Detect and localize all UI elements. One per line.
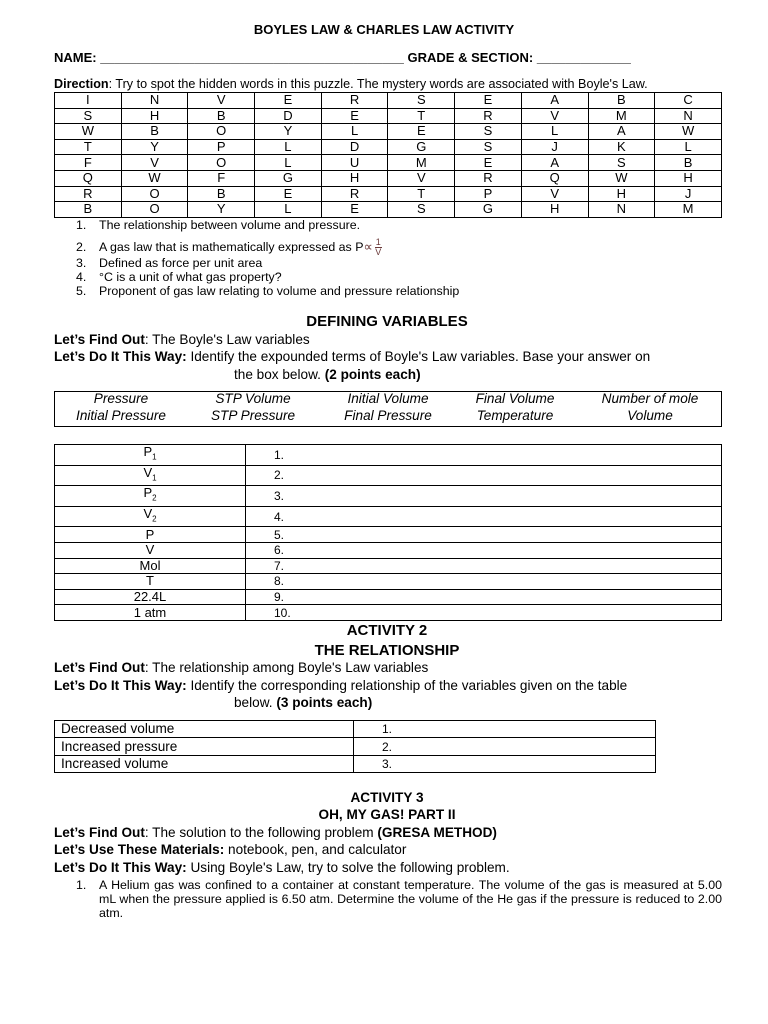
grid-letter: E <box>455 155 522 171</box>
grid-letter: E <box>255 93 322 109</box>
grid-letter: V <box>521 186 588 202</box>
grid-letter: Y <box>255 124 322 140</box>
grid-letter: E <box>321 108 388 124</box>
grid-letter: W <box>588 170 655 186</box>
variable-row <box>55 527 722 543</box>
variable-symbol: 22.4L <box>55 589 246 605</box>
answer-blank[interactable]: 5. <box>246 527 722 543</box>
relationship-row <box>55 738 656 755</box>
grid-letter: P <box>455 186 522 202</box>
answer-blank[interactable]: 10. <box>246 605 722 621</box>
relationship-label: Increased volume <box>55 755 354 772</box>
problem-text: A Helium gas was confined to a container at constant temperature. The volume of the gas is measured at 5.00 mL when the pressure applied is 6.50 atm. Determine the volume of the He gas if the pressure is reduced to 2.00 atm. <box>99 878 722 920</box>
grid-letter: M <box>388 155 455 171</box>
term-choice: Initial Pressure <box>76 408 166 423</box>
grid-letter: G <box>388 139 455 155</box>
grid-row <box>55 108 722 124</box>
variable-row <box>55 589 722 605</box>
answer-blank[interactable]: 3. <box>354 755 656 772</box>
grid-row <box>55 93 722 109</box>
grid-letter: E <box>388 124 455 140</box>
activity3-find-out: Let’s Find Out: The solution to the following problem (GRESA METHOD) <box>54 825 497 840</box>
term-choice: Number of mole <box>601 391 699 406</box>
grid-letter: R <box>455 170 522 186</box>
activity2-find-out: Let’s Find Out: The relationship among Boyle's Law variables <box>54 660 429 675</box>
grid-letter: O <box>121 186 188 202</box>
variable-symbol: Mol <box>55 558 246 574</box>
grid-letter: V <box>521 108 588 124</box>
variable-symbol: P <box>55 527 246 543</box>
activity3-materials: Let’s Use These Materials: notebook, pen, and calculator <box>54 842 407 857</box>
points-label: (2 points each) <box>324 367 421 382</box>
grid-letter: V <box>188 93 255 109</box>
grid-letter: H <box>121 108 188 124</box>
term-choice: Volume <box>627 408 673 423</box>
grid-letter: T <box>388 108 455 124</box>
grid-letter: M <box>588 108 655 124</box>
answer-blank[interactable]: 8. <box>246 574 722 590</box>
grid-letter: H <box>655 170 722 186</box>
answer-blank[interactable]: 1. <box>246 445 722 466</box>
relationship-label: Decreased volume <box>55 721 354 738</box>
grade-blank[interactable]: _____________ <box>536 50 631 65</box>
grid-row <box>55 170 722 186</box>
grid-letter: R <box>55 186 122 202</box>
grid-letter: Y <box>188 202 255 218</box>
variable-row <box>55 465 722 486</box>
direction-text <box>54 77 648 91</box>
grid-letter: N <box>121 93 188 109</box>
grid-letter: D <box>255 108 322 124</box>
grid-row <box>55 202 722 218</box>
grid-letter: F <box>55 155 122 171</box>
grid-letter: L <box>655 139 722 155</box>
grid-letter: T <box>55 139 122 155</box>
grid-row <box>55 124 722 140</box>
grid-letter: B <box>588 93 655 109</box>
name-label: NAME: <box>54 50 97 65</box>
term-choice: STP Pressure <box>210 408 296 423</box>
activity3-subheading: OH, MY GAS! PART II <box>318 807 456 822</box>
grid-letter: P <box>188 139 255 155</box>
grid-letter: W <box>655 124 722 140</box>
term-choice: Final Pressure <box>344 408 432 423</box>
points-label: (3 points each) <box>276 695 373 710</box>
variable-row <box>55 558 722 574</box>
question-item: 2. A gas law that is mathematically expressed as P∝ $\frac{1}{V}$ <box>76 237 382 257</box>
grid-letter: L <box>521 124 588 140</box>
grid-letter: O <box>188 155 255 171</box>
variable-symbol: $V_2$ <box>55 506 246 527</box>
variable-row <box>55 574 722 590</box>
question-item: 1. The relationship between volume and pressure. <box>76 218 361 232</box>
grid-letter: N <box>588 202 655 218</box>
grid-row <box>55 139 722 155</box>
grid-letter: D <box>321 139 388 155</box>
grid-letter: B <box>655 155 722 171</box>
grid-letter: B <box>188 108 255 124</box>
grid-row <box>55 155 722 171</box>
grid-letter: H <box>521 202 588 218</box>
grid-letter: W <box>55 124 122 140</box>
grid-letter: N <box>655 108 722 124</box>
question-item: 5. Proponent of gas law relating to volume and pressure relationship <box>76 284 460 298</box>
variable-row <box>55 605 722 621</box>
grid-letter: K <box>588 139 655 155</box>
variable-row <box>55 506 722 527</box>
grid-letter: E <box>455 93 522 109</box>
proportional-symbol: ∝ <box>363 238 373 254</box>
grid-letter: C <box>655 93 722 109</box>
grid-letter: Q <box>521 170 588 186</box>
answer-blank[interactable]: 2. <box>354 738 656 755</box>
question-item: 4. °C is a unit of what gas property? <box>76 270 282 284</box>
relationship-table <box>54 720 656 773</box>
term-choice: STP Volume <box>215 391 291 406</box>
answer-blank[interactable]: 2. <box>246 465 722 486</box>
activity3-do-it: Let’s Do It This Way: Using Boyle's Law, try to solve the following problem. <box>54 860 510 875</box>
grid-letter: L <box>255 139 322 155</box>
relationship-row <box>55 755 656 772</box>
grid-letter: G <box>455 202 522 218</box>
name-grade-line <box>54 50 631 65</box>
grid-letter: S <box>455 139 522 155</box>
grid-letter: J <box>655 186 722 202</box>
grid-letter: V <box>121 155 188 171</box>
relationship-label: Increased pressure <box>55 738 354 755</box>
variable-symbol: T <box>55 574 246 590</box>
activity2-subheading: THE RELATIONSHIP <box>314 642 460 659</box>
defining-do-it-cont: the box below. (2 points each) <box>234 367 421 382</box>
grid-letter: B <box>121 124 188 140</box>
grid-letter: S <box>588 155 655 171</box>
term-choice: Final Volume <box>475 391 555 406</box>
grid-letter: L <box>321 124 388 140</box>
variable-row <box>55 486 722 507</box>
variable-row <box>55 542 722 558</box>
grid-letter: S <box>455 124 522 140</box>
grid-letter: U <box>321 155 388 171</box>
variable-symbol: $P_1$ <box>55 445 246 466</box>
answer-blank[interactable]: 3. <box>246 486 722 507</box>
answer-blank[interactable]: 6. <box>246 542 722 558</box>
question-item: 3. Defined as force per unit area <box>76 256 263 270</box>
grid-letter: E <box>321 202 388 218</box>
grid-letter: W <box>121 170 188 186</box>
term-choice: Pressure <box>93 391 149 406</box>
grid-letter: J <box>521 139 588 155</box>
grid-letter: L <box>255 202 322 218</box>
grid-letter: R <box>455 108 522 124</box>
answer-blank[interactable]: 1. <box>354 721 656 738</box>
grid-letter: B <box>55 202 122 218</box>
defining-do-it: Let’s Do It This Way: Identify the expounded terms of Boyle's Law variables. Base your answer on <box>54 349 651 364</box>
grid-letter: R <box>321 186 388 202</box>
grid-letter: T <box>388 186 455 202</box>
grid-letter: A <box>588 124 655 140</box>
term-choice: Temperature <box>476 408 554 423</box>
grid-letter: B <box>188 186 255 202</box>
grid-letter: G <box>255 170 322 186</box>
defining-find-out: Let’s Find Out: The Boyle's Law variables <box>54 332 310 347</box>
grid-letter: O <box>188 124 255 140</box>
direction-label: Direction <box>54 77 109 91</box>
problem-item <box>76 878 722 920</box>
grid-letter: A <box>521 155 588 171</box>
grid-letter: L <box>255 155 322 171</box>
activity2-heading: ACTIVITY 2 <box>346 622 428 639</box>
answer-blank[interactable]: 4. <box>246 506 722 527</box>
grid-letter: F <box>188 170 255 186</box>
grid-letter: S <box>388 202 455 218</box>
grade-label: GRADE & SECTION: <box>407 50 534 65</box>
grid-letter: M <box>655 202 722 218</box>
term-choice: Initial Volume <box>347 391 429 406</box>
variable-symbol: 1 atm <box>55 605 246 621</box>
grid-row <box>55 186 722 202</box>
activity3-heading: ACTIVITY 3 <box>350 790 424 805</box>
relationship-row <box>55 721 656 738</box>
grid-letter: S <box>388 93 455 109</box>
answer-blank[interactable]: 9. <box>246 589 722 605</box>
grid-letter: V <box>388 170 455 186</box>
grid-letter: O <box>121 202 188 218</box>
grid-letter: R <box>321 93 388 109</box>
variable-symbol: V <box>55 542 246 558</box>
grid-letter: E <box>255 186 322 202</box>
grid-letter: A <box>521 93 588 109</box>
grid-letter: H <box>321 170 388 186</box>
grid-letter: I <box>55 93 122 109</box>
variable-symbol: $V_1$ <box>55 465 246 486</box>
problem-number: 1. <box>76 878 87 892</box>
fraction-one-over-v: $\frac{1}{V}$ <box>375 237 382 257</box>
grid-letter: Q <box>55 170 122 186</box>
answer-blank[interactable]: 7. <box>246 558 722 574</box>
grid-letter: H <box>588 186 655 202</box>
activity2-do-it-cont: below. (3 points each) <box>234 695 373 710</box>
variable-row <box>55 445 722 466</box>
activity2-do-it: Let’s Do It This Way: Identify the corresponding relationship of the variables given on the table <box>54 678 628 693</box>
grid-letter: Y <box>121 139 188 155</box>
variable-symbol: $P_2$ <box>55 486 246 507</box>
grid-letter: S <box>55 108 122 124</box>
direction-body: : Try to spot the hidden words in this puzzle. The mystery words are associated with Boyle's Law. <box>108 77 648 91</box>
page-title: BOYLES LAW & CHARLES LAW ACTIVITY <box>253 22 515 37</box>
variables-table <box>54 444 722 621</box>
term-choice-box <box>54 391 722 427</box>
section-heading-defining-variables: DEFINING VARIABLES <box>306 313 468 330</box>
word-search-grid <box>54 92 722 218</box>
name-blank[interactable]: __________________________________________ <box>100 50 404 65</box>
